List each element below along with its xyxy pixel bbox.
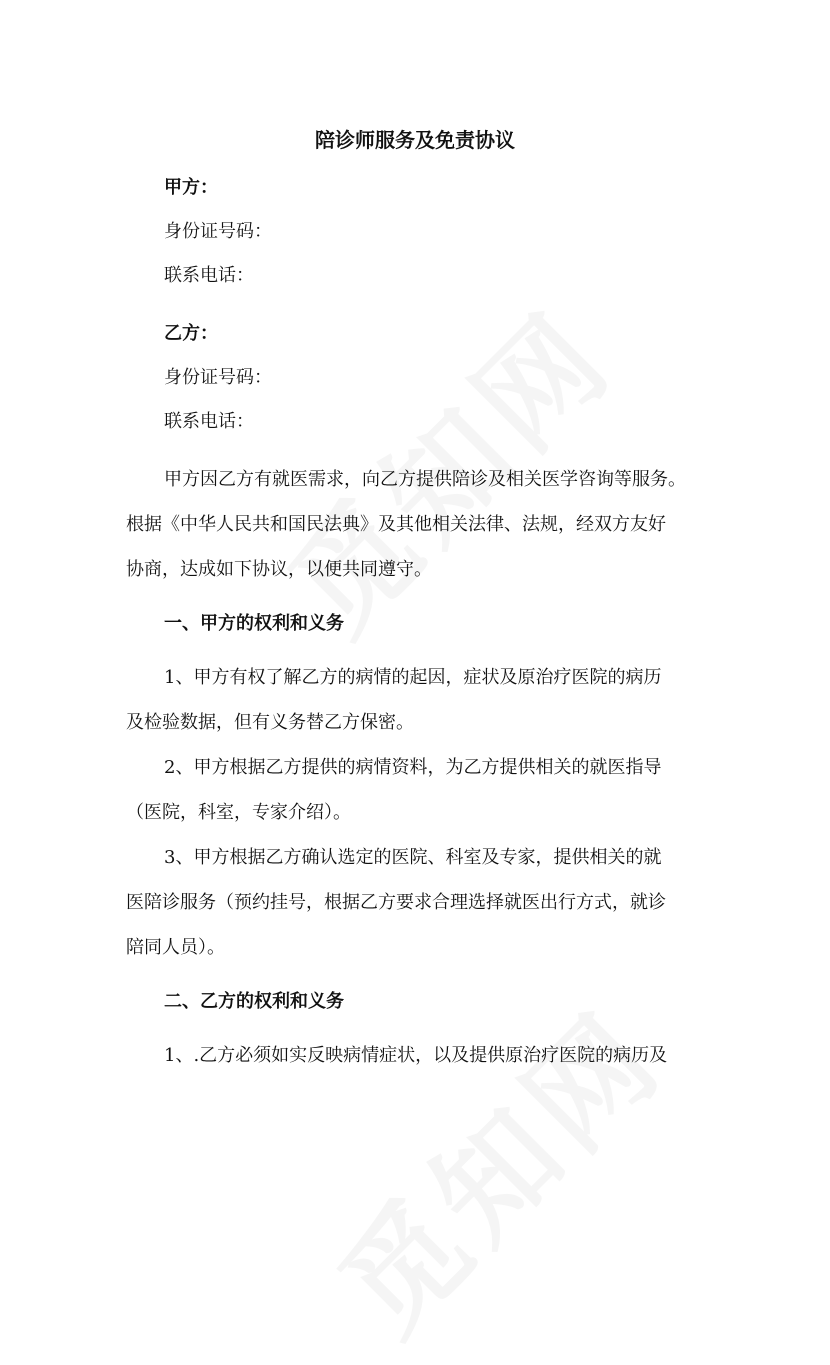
section1-item3-line1: 3、甲方根据乙方确认选定的医院、科室及专家，提供相关的就 [164,847,662,868]
section1-heading: 一、甲方的权利和义务 [164,613,344,634]
section1-item2-line1: 2、甲方根据乙方提供的病情资料，为乙方提供相关的就医指导 [164,757,662,778]
party-a-label: 甲方： [164,177,218,198]
party-a-phone-label: 联系电话： [164,265,254,286]
intro-line-3: 协商，达成如下协议，以便共同遵守。 [126,559,432,580]
section1-item1-line2: 及检验数据，但有义务替乙方保密。 [126,712,414,733]
party-b-phone-label: 联系电话： [164,411,254,432]
section1-item3-line2: 医陪诊服务（预约挂号，根据乙方要求合理选择就医出行方式，就诊 [126,892,666,913]
section1-item2-line2: （医院，科室，专家介绍）。 [126,802,351,823]
intro-line-1: 甲方因乙方有就医需求，向乙方提供陪诊及相关医学咨询等服务。 [164,469,686,490]
intro-line-2: 根据《中华人民共和国民法典》及其他相关法律、法规，经双方友好 [126,514,666,535]
section1-item3-line3: 陪同人员）。 [126,937,225,958]
party-b-id-label: 身份证号码： [164,367,272,388]
party-b-label: 乙方： [164,323,218,344]
section2-item1-line1: 1、.乙方必须如实反映病情症状，以及提供原治疗医院的病历及 [164,1045,668,1066]
section1-item1-line1: 1、甲方有权了解乙方的病情的起因，症状及原治疗医院的病历 [164,667,662,688]
watermark-bottom [296,967,693,1364]
page-title: 陪诊师服务及免责协议 [315,128,515,152]
section2-heading: 二、乙方的权利和义务 [164,991,344,1012]
watermark [246,267,643,664]
party-a-id-label: 身份证号码： [164,221,272,242]
